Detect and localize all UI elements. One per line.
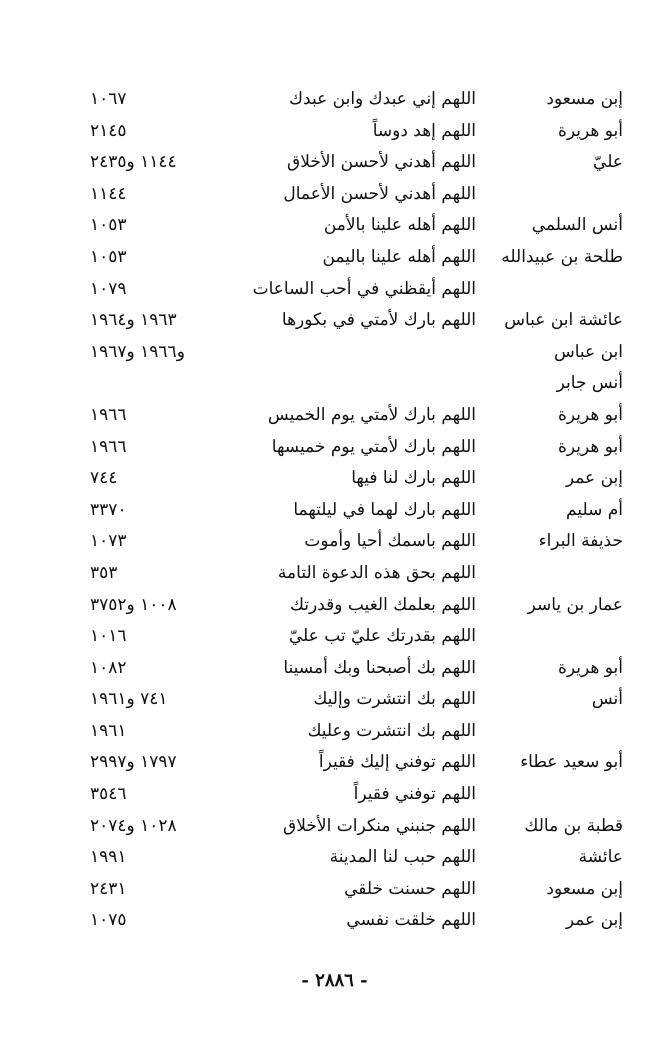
narrator-name: أبو هريرة: [557, 657, 623, 678]
hadith-reference: ١٠٥٣: [90, 215, 127, 236]
dua-text: اللهم حبب لنا المدينة: [329, 847, 476, 868]
narrator-name: أم سليم: [566, 499, 623, 520]
hadith-reference: ١٠٨٢: [90, 657, 127, 678]
narrator-name: أبو هريرة: [557, 436, 623, 457]
dua-text: اللهم بقدرتك عليّ تب عليّ: [288, 626, 476, 647]
index-row: [0, 747, 669, 779]
index-row: [0, 684, 669, 716]
index-row: [0, 400, 669, 432]
page-number: - ٢٨٨٦ -: [301, 970, 368, 991]
narrator-name: إبن مسعود: [546, 89, 623, 109]
narrator-name: عائشة ابن عباس: [504, 310, 623, 331]
hadith-reference: ٢١٤٥: [90, 120, 127, 141]
narrator-name: قطبة بن مالك: [524, 815, 623, 836]
narrator-name: إبن عمر: [565, 468, 623, 489]
narrator-name: أبو هريرة: [557, 404, 623, 425]
index-row: [0, 526, 669, 558]
hadith-reference: ١٩٩١: [90, 847, 127, 868]
index-row: [0, 842, 669, 874]
narrator-name: أنس: [591, 689, 623, 710]
dua-text: اللهم بارك لأمتي في بكورها: [281, 310, 476, 331]
narrator-name: إبن مسعود: [546, 878, 623, 899]
index-row: [0, 874, 669, 906]
narrator-name: طلحة بن عبيدالله: [501, 246, 623, 267]
dua-text: اللهم بحق هذه الدعوة التامة: [277, 562, 476, 583]
index-row: [0, 653, 669, 685]
index-row: [0, 116, 669, 148]
index-row: [0, 463, 669, 495]
index-row: [0, 558, 669, 590]
narrator-name: عائشة: [578, 847, 623, 868]
dua-text: اللهم جنبني منكرات الأخلاق: [283, 815, 476, 836]
index-row: [0, 274, 669, 306]
index-row: [0, 432, 669, 464]
index-row: [0, 84, 669, 116]
dua-text: اللهم أهدني لأحسن الأخلاق: [287, 152, 476, 173]
hadith-reference: ٣٥٣: [90, 562, 118, 583]
dua-text: اللهم إني عبدك وابن عبدك: [289, 89, 476, 109]
hadith-reference: ٢٤٣١: [90, 878, 127, 899]
hadith-reference: ١٩٦٦: [90, 404, 127, 425]
dua-text: اللهم توفني فقيراً: [353, 784, 476, 805]
hadith-reference: ١٠١٦: [90, 626, 127, 647]
index-row: [0, 621, 669, 653]
hadith-reference: ١١٤٤: [90, 183, 127, 204]
hadith-reference: ١٠٧٩: [90, 278, 127, 299]
narrator-name: عمار بن ياسر: [527, 594, 623, 615]
narrator-name: أنس السلمي: [531, 215, 623, 236]
hadith-reference: ١٠٢٨ و٢٠٧٤: [90, 815, 177, 836]
hadith-reference: ١٠٧٥: [90, 910, 127, 931]
hadith-reference: ١٩٦١: [90, 720, 127, 741]
narrator-name: عليّ: [593, 152, 623, 173]
hadith-reference: ٣٥٤٦: [90, 784, 127, 805]
hadith-reference: ١٠٧٣: [90, 531, 127, 552]
dua-text: اللهم بك انتشرت وعليك: [307, 720, 476, 741]
index-row: [0, 368, 669, 400]
index-row: [0, 811, 669, 843]
narrator-name: ابن عباس: [553, 341, 623, 362]
dua-text: اللهم أيقظني في أحب الساعات: [252, 278, 476, 299]
index-list: [0, 84, 669, 937]
dua-text: اللهم بارك لأمتي يوم الخميس: [267, 404, 476, 425]
dua-text: اللهم حسنت خلقي: [344, 878, 476, 899]
hadith-reference: ٣٣٧٠: [90, 499, 127, 520]
hadith-reference: ١٩٦٦: [90, 436, 127, 457]
index-row: [0, 210, 669, 242]
index-row: [0, 716, 669, 748]
hadith-reference: ١٠٥٣: [90, 246, 127, 267]
index-row: [0, 305, 669, 337]
hadith-reference: ١٠٦٧: [90, 89, 127, 109]
hadith-reference: ١٧٩٧ و٢٩٩٧: [90, 752, 177, 773]
dua-text: اللهم إهد دوساً: [372, 120, 476, 141]
index-row: [0, 779, 669, 811]
dua-text: اللهم أهدني لأحسن الأعمال: [283, 183, 476, 204]
dua-text: اللهم بك أصبحنا وبك أمسينا: [283, 657, 476, 678]
narrator-name: إبن عمر: [565, 910, 623, 931]
index-row: [0, 905, 669, 937]
dua-text: اللهم خلقت نفسي: [346, 910, 476, 931]
dua-text: اللهم بارك لهما في ليلتهما: [293, 499, 476, 520]
hadith-reference: ٧٤١ و١٩٦١: [90, 689, 168, 710]
hadith-reference: ١٠٠٨ و٣٧٥٢: [90, 594, 177, 615]
dua-text: اللهم أهله علينا بالأمن: [323, 215, 476, 236]
dua-text: اللهم بارك لأمتي يوم خميسها: [271, 436, 476, 457]
narrator-name: أنس جابر: [556, 373, 623, 394]
hadith-reference: و١٩٦٦ و١٩٦٧: [90, 341, 185, 362]
index-row: [0, 590, 669, 622]
narrator-name: أبو سعيد عطاء: [520, 752, 623, 773]
hadith-reference: ١٩٦٣ و١٩٦٤: [90, 310, 177, 331]
hadith-reference: ١١٤٤ و٢٤٣٥: [90, 152, 177, 173]
index-row: [0, 337, 669, 369]
dua-text: اللهم باسمك أحيا وأموت: [304, 531, 476, 552]
index-row: [0, 179, 669, 211]
dua-text: اللهم توفني إليك فقيراً: [318, 752, 476, 773]
index-row: [0, 242, 669, 274]
index-row: [0, 147, 669, 179]
dua-text: اللهم بارك لنا فيها: [351, 468, 476, 489]
narrator-name: أبو هريرة: [557, 120, 623, 141]
narrator-name: حذيفة البراء: [538, 531, 623, 552]
hadith-reference: ٧٤٤: [90, 468, 118, 489]
dua-text: اللهم بك انتشرت وإليك: [313, 689, 476, 710]
dua-text: اللهم أهله علينا باليمن: [322, 246, 476, 267]
dua-text: اللهم بعلمك الغيب وقدرتك: [289, 594, 476, 615]
index-row: [0, 495, 669, 527]
